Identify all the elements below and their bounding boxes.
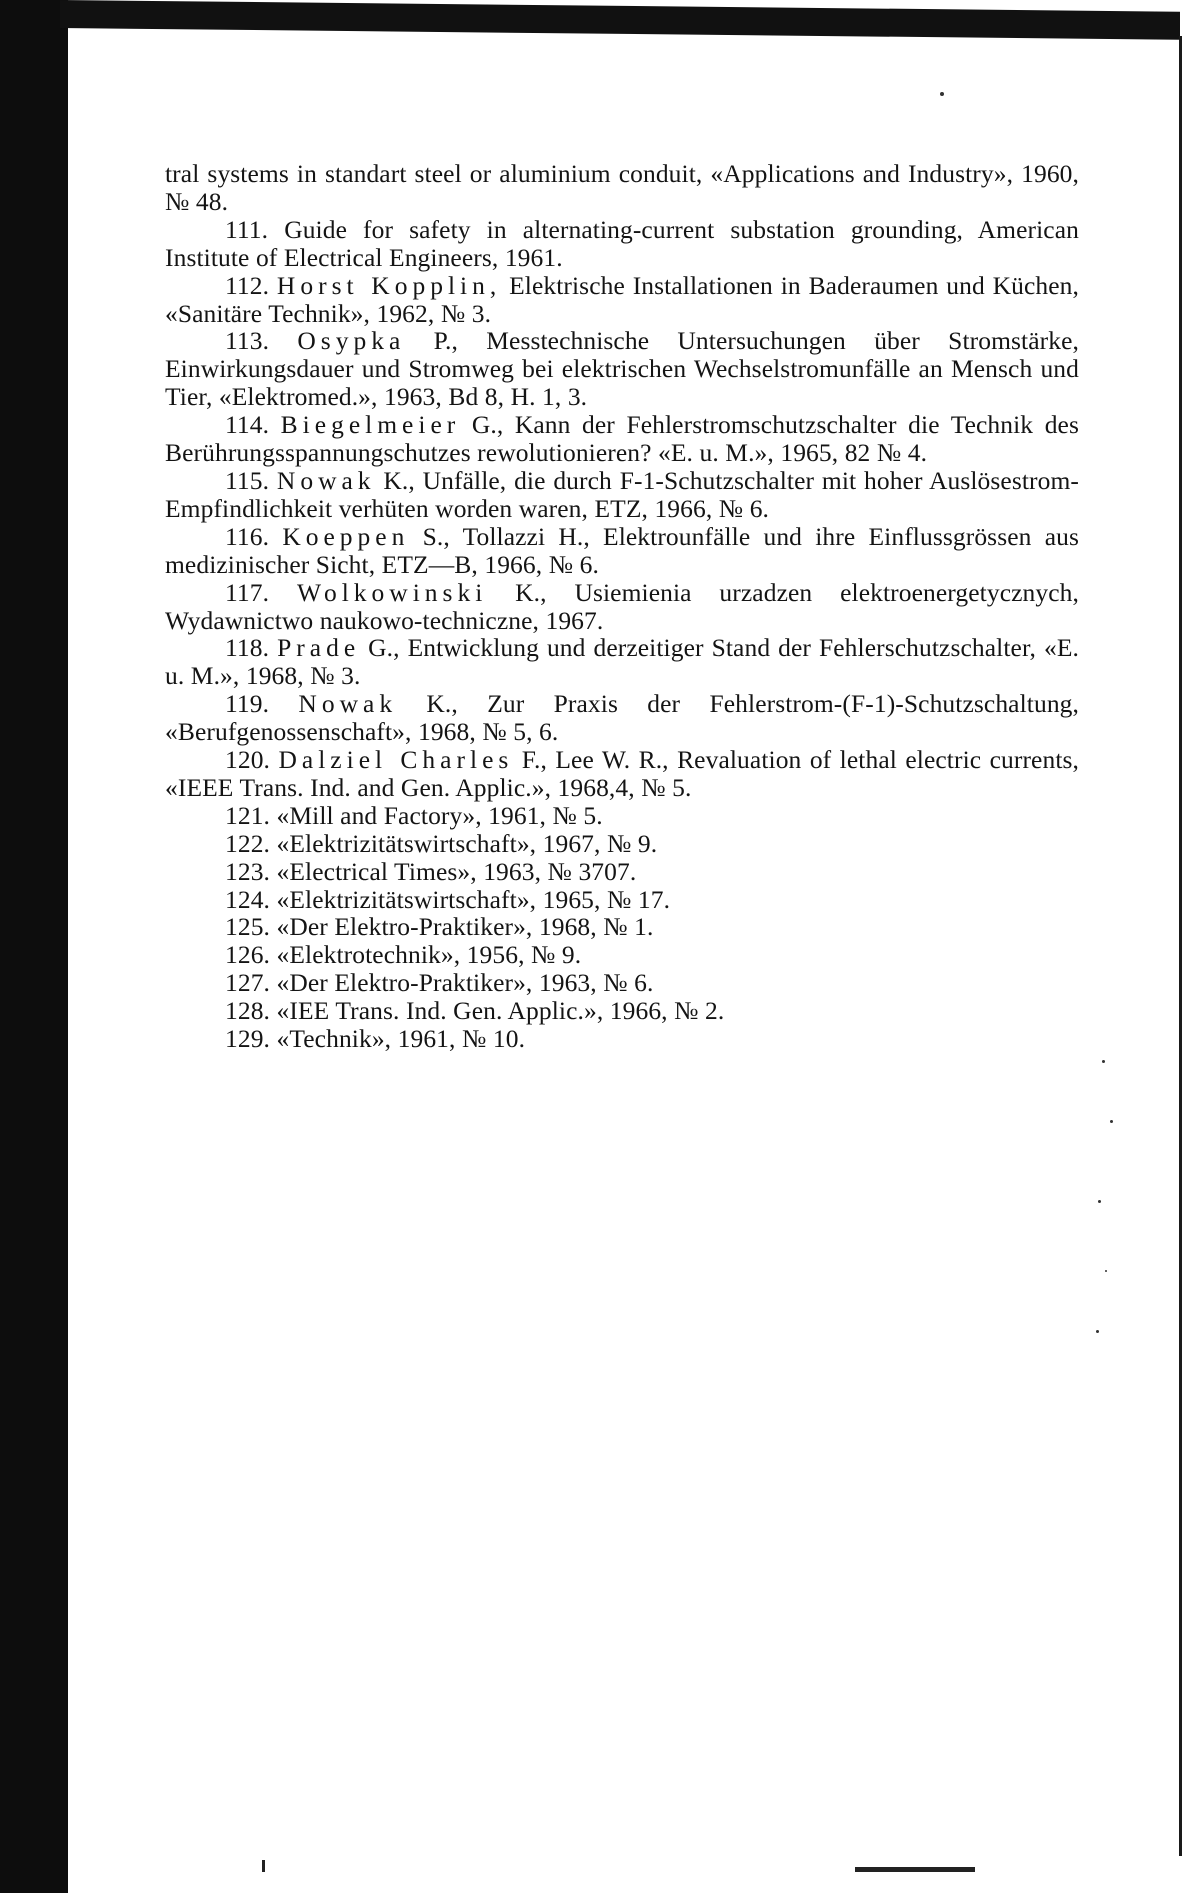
reference-number: 123. [225,856,271,886]
scan-speck [1105,1270,1107,1272]
reference-item [165,634,1079,690]
reference-author: Nowak [276,465,376,495]
reference-item [165,858,1079,886]
scan-mark [262,1860,265,1872]
reference-text: K., Zur Praxis der Fehlerstrom-(F-1)-Schutzschaltung, «Berufgenossenschaft», 1968, № 5, 6. [165,689,1079,747]
reference-number: 126. [225,940,271,970]
reference-author: Horst Kopplin, [276,270,502,300]
reference-text: G., Entwicklung und derzeitiger Stand der Fehlerschutzschalter, «E. u. M.», 1968, № 3. [165,633,1079,691]
scan-speck [1110,1120,1113,1123]
reference-item [165,690,1079,746]
reference-text: K., Usiemienia urzadzen elektroenergetycznych, Wydawnictwo naukowo-techniczne, 1967. [165,577,1079,635]
scan-mark [855,1867,975,1872]
reference-item [165,997,1079,1025]
reference-item [165,746,1079,802]
reference-number: 120. [225,745,271,775]
reference-item [165,467,1079,523]
reference-item [165,969,1079,997]
reference-item [165,272,1079,328]
reference-number: 115. [225,465,270,495]
reference-item [165,216,1079,272]
reference-text: «Elektrizitätswirtschaft», 1965, № 17. [276,884,671,914]
reference-text: «Der Elektro-Praktiker», 1968, № 1. [276,912,654,942]
reference-number: 122. [225,828,271,858]
reference-item [165,802,1079,830]
reference-number: 128. [225,996,271,1026]
scan-right-edge [1179,36,1182,1856]
reference-author: Dalziel Charles [278,745,514,775]
reference-item [165,327,1079,411]
scan-speck [940,92,944,96]
reference-text: S., Tollazzi H., Elektrounfälle und ihre Einflussgrössen aus medizinischer Sicht, ETZ—B, 1966, № 6. [165,521,1079,579]
reference-text: «Elektrizitätswirtschaft», 1967, № 9. [276,828,658,858]
reference-text: P., Messtechnische Untersuchungen über Stromstärke, Einwirkungsdauer und Stromweg bei elektrischen Wechselstromunfälle an Mensch und Tier, «Elektromed.», 1963, Bd 8, H. 1, 3. [165,326,1079,412]
reference-text: Guide for safety in alternating-current substation grounding, American Institute of Electrical Engineers, 1961. [165,214,1079,272]
reference-text: «Elektrotechnik», 1956, № 9. [276,940,582,970]
reference-text: «Der Elektro-Praktiker», 1963, № 6. [276,968,654,998]
reference-number: 129. [225,1024,271,1054]
reference-number: 121. [225,800,271,830]
reference-number: 118. [225,633,270,663]
reference-number: 112. [225,270,270,300]
scan-speck [1102,1060,1105,1063]
reference-list [165,160,1079,1053]
reference-author: Koeppen [282,521,410,551]
reference-number: 124. [225,884,271,914]
reference-text: Elektrische Installationen in Baderaumen und Küchen, «Sanitäre Technik», 1962, № 3. [165,270,1079,328]
reference-text: F., Lee W. R., Revaluation of lethal electric currents, «IEEE Trans. Ind. and Gen. Applic.», 1968,4, № 5. [165,745,1080,802]
reference-text: «Technik», 1961, № 10. [276,1024,526,1054]
reference-text: «Electrical Times», 1963, № 3707. [276,856,637,886]
scan-speck [1096,1330,1099,1333]
reference-item [165,411,1079,467]
reference-author: Nowak [298,689,398,719]
reference-number: 117. [225,577,270,607]
reference-author: Biegelmeier [280,410,461,440]
reference-number: 114. [225,410,270,440]
reference-number: 111. [225,214,269,244]
scan-top-edge [60,0,1180,40]
reference-item [165,579,1079,635]
reference-item [165,1025,1079,1053]
reference-item [165,913,1079,941]
reference-item [165,941,1079,969]
reference-number: 116. [225,521,270,551]
reference-text: «IEE Trans. Ind. Gen. Applic.», 1966, № 2. [276,996,725,1026]
reference-item [165,830,1079,858]
reference-author: Osypka [297,326,406,356]
reference-continuation: tral systems in standart steel or aluminium conduit, «Applications and Industry», 1960, № 48. [165,159,1079,216]
reference-author: Prade [277,633,361,663]
scan-speck [1098,1200,1101,1203]
reference-number: 127. [225,968,271,998]
reference-item [165,886,1079,914]
reference-item [165,523,1079,579]
reference-text: K., Unfälle, die durch F-1-Schutzschalter mit hoher Auslösestrom-Empfindlichkeit verhüten worden waren, ETZ, 1966, № 6. [165,465,1079,523]
reference-number: 119. [225,689,270,719]
scan-left-edge [0,0,68,1893]
reference-number: 125. [225,912,271,942]
reference-text: «Mill and Factory», 1961, № 5. [276,800,603,830]
reference-author: Wolkowinski [296,577,488,607]
reference-text: G., Kann der Fehlerstromschutzschalter die Technik des Berührungsspannungschutzes rewolutionieren? «E. u. M.», 1965, 82 № 4. [165,410,1079,468]
reference-number: 113. [225,326,270,356]
